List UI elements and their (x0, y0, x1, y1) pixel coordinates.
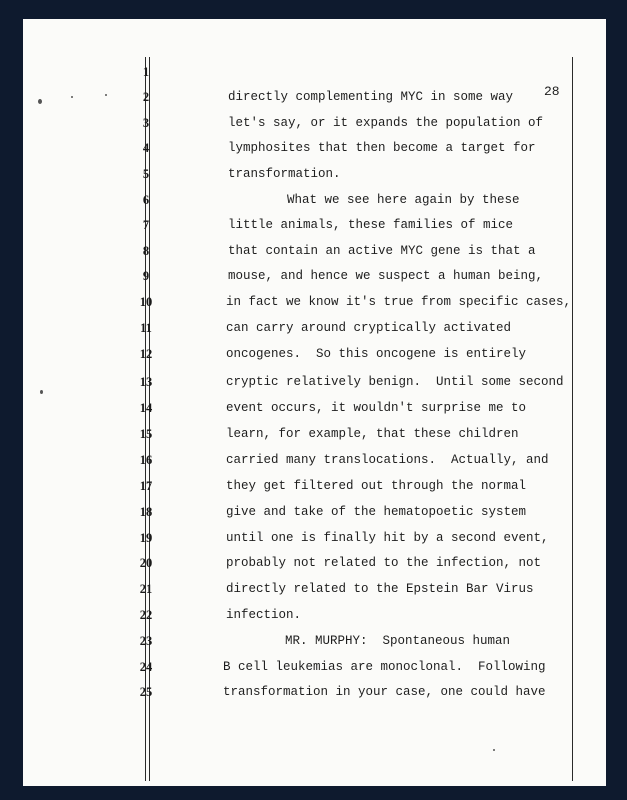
transcript-line: mouse, and hence we suspect a human being, (228, 269, 544, 283)
line-number: 21 (139, 582, 153, 596)
line-number: 7 (142, 218, 150, 232)
transcript-line: can carry around cryptically activated (226, 321, 512, 335)
line-number: 3 (142, 116, 150, 130)
scan-speck (71, 96, 73, 98)
transcript-line: What we see here again by these (287, 193, 520, 207)
transcript-line: until one is finally hit by a second event, (226, 531, 549, 545)
line-number: 17 (139, 479, 153, 493)
line-number: 22 (139, 608, 153, 622)
transcript-line: carried many translocations. Actually, and (226, 453, 549, 467)
transcript-page (23, 19, 606, 786)
line-number: 12 (139, 347, 153, 361)
transcript-line: let's say, or it expands the population of (228, 116, 544, 130)
line-number: 1 (142, 65, 150, 79)
scan-speck (40, 390, 43, 394)
transcript-line: oncogenes. So this oncogene is entirely (226, 347, 527, 361)
line-number: 8 (142, 244, 150, 258)
line-number: 11 (140, 321, 152, 335)
line-number: 16 (139, 453, 153, 467)
line-number: 14 (139, 401, 153, 415)
transcript-line: that contain an active MYC gene is that a (228, 244, 536, 258)
line-number: 15 (139, 427, 153, 441)
transcript-line: directly complementing MYC in some way (228, 90, 514, 104)
scan-speck (38, 99, 42, 104)
line-number: 10 (139, 295, 153, 309)
transcript-line: event occurs, it wouldn't surprise me to (226, 401, 527, 415)
line-number: 24 (139, 660, 153, 674)
transcript-line: MR. MURPHY: Spontaneous human (285, 634, 511, 648)
line-number: 5 (142, 167, 150, 181)
transcript-line: B cell leukemias are monoclonal. Following (223, 660, 546, 674)
transcript-line: transformation. (228, 167, 341, 181)
line-number: 25 (139, 685, 153, 699)
transcript-line: give and take of the hematopoetic system (226, 505, 527, 519)
line-number: 2 (142, 90, 150, 104)
transcript-line: learn, for example, that these children (226, 427, 519, 441)
line-number: 23 (139, 634, 153, 648)
transcript-line: lymphosites that then become a target for (228, 141, 536, 155)
line-number: 19 (139, 531, 153, 545)
scan-speck (493, 749, 495, 751)
line-number: 18 (139, 505, 153, 519)
transcript-line: transformation in your case, one could have (223, 685, 546, 699)
page-number: 28 (544, 84, 560, 99)
line-number: 9 (142, 269, 150, 283)
line-number: 20 (139, 556, 153, 570)
scan-speck (105, 94, 107, 96)
transcript-line: in fact we know it's true from specific cases, (226, 295, 572, 309)
line-number: 4 (142, 141, 150, 155)
transcript-line: cryptic relatively benign. Until some second (226, 375, 564, 389)
transcript-line: directly related to the Epstein Bar Virus (226, 582, 534, 596)
line-number: 13 (139, 375, 153, 389)
right-margin-rule (572, 57, 573, 781)
transcript-line: infection. (226, 608, 302, 622)
transcript-line: probably not related to the infection, not (226, 556, 542, 570)
transcript-line: they get filtered out through the normal (226, 479, 527, 493)
line-number: 6 (142, 193, 150, 207)
transcript-line: little animals, these families of mice (228, 218, 514, 232)
